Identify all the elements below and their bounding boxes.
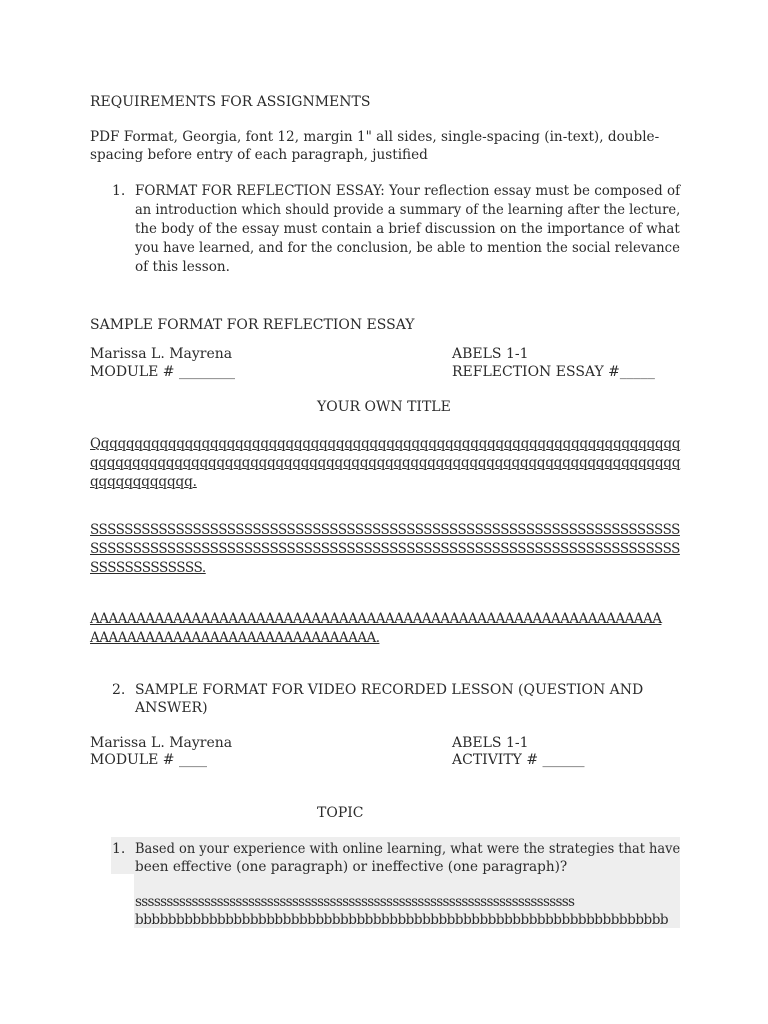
reflection-essay-number: REFLECTION ESSAY #_____ [452,364,655,380]
item1-line-4: you have learned, and for the conclusion, be able to mention the social relevance [135,240,680,256]
item1-line-2: an introduction which should provide a summary of the learning after the lecture, [135,202,681,218]
item1-line-1: FORMAT FOR REFLECTION ESSAY: Your reflection essay must be composed of [135,183,681,199]
essay-title: YOUR OWN TITLE [317,399,451,415]
answer-line-1: ssssssssssssssssssssssssssssssssssssssssssssssssssssssssssssssssssssss [135,894,575,910]
para-a-line-1: AAAAAAAAAAAAAAAAAAAAAAAAAAAAAAAAAAAAAAAAAAAAAAAAAAAAAAAAAAAAAA [90,611,662,627]
section-label-2: ABELS 1-1 [452,735,529,751]
item2-line-2: ANSWER) [135,700,208,716]
question-number: 1. [112,841,126,857]
student-name-2: Marissa L. Mayrena [90,735,233,751]
answer-line-2: bbbbbbbbbbbbbbbbbbbbbbbbbbbbbbbbbbbbbbbbbbbbbbbbbbbbbbbbbbbbbbbbb [135,912,669,928]
list-number-2: 2. [112,682,126,698]
student-name: Marissa L. Mayrena [90,346,233,362]
para-s-line-2: SSSSSSSSSSSSSSSSSSSSSSSSSSSSSSSSSSSSSSSSSSSSSSSSSSSSSSSSSSSSSSSSSSSSS [90,541,680,557]
activity-number: ACTIVITY # ______ [452,752,585,768]
page-heading: REQUIREMENTS FOR ASSIGNMENTS [90,94,371,110]
question-line-1: Based on your experience with online learning, what were the strategies that have [135,841,681,857]
list-number-1: 1. [112,183,126,199]
item2-line-1: SAMPLE FORMAT FOR VIDEO RECORDED LESSON (QUESTION AND [135,682,644,698]
module-number: MODULE # ________ [90,364,235,380]
para-s-line-1: SSSSSSSSSSSSSSSSSSSSSSSSSSSSSSSSSSSSSSSSSSSSSSSSSSSSSSSSSSSSSSSSSSSSS [90,522,680,538]
para-s-line-3: SSSSSSSSSSSSS. [90,560,206,576]
topic-heading: TOPIC [317,805,364,821]
item1-line-3: the body of the essay must contain a brief discussion on the importance of what [135,221,680,237]
para-q-line-2: qqqqqqqqqqqqqqqqqqqqqqqqqqqqqqqqqqqqqqqqqqqqqqqqqqqqqqqqqqqqqqqqqqqqqq [90,455,681,471]
question-line-2: been effective (one paragraph) or ineffective (one paragraph)? [135,859,568,875]
format-line-2: spacing before entry of each paragraph, justified [90,147,428,163]
sample-reflection-heading: SAMPLE FORMAT FOR REFLECTION ESSAY [90,317,415,333]
module-number-2: MODULE # ____ [90,752,207,768]
format-line-1: PDF Format, Georgia, font 12, margin 1" all sides, single-spacing (in-text), double- [90,129,660,145]
item1-line-5: of this lesson. [135,259,231,275]
para-q-line-1: Qqqqqqqqqqqqqqqqqqqqqqqqqqqqqqqqqqqqqqqqqqqqqqqqqqqqqqqqqqqqqqqqqqqqqq [90,436,681,452]
section-label: ABELS 1-1 [452,346,529,362]
para-q-line-3: qqqqqqqqqqqq. [90,474,197,490]
para-a-line-2: AAAAAAAAAAAAAAAAAAAAAAAAAAAAAAA. [90,630,380,646]
